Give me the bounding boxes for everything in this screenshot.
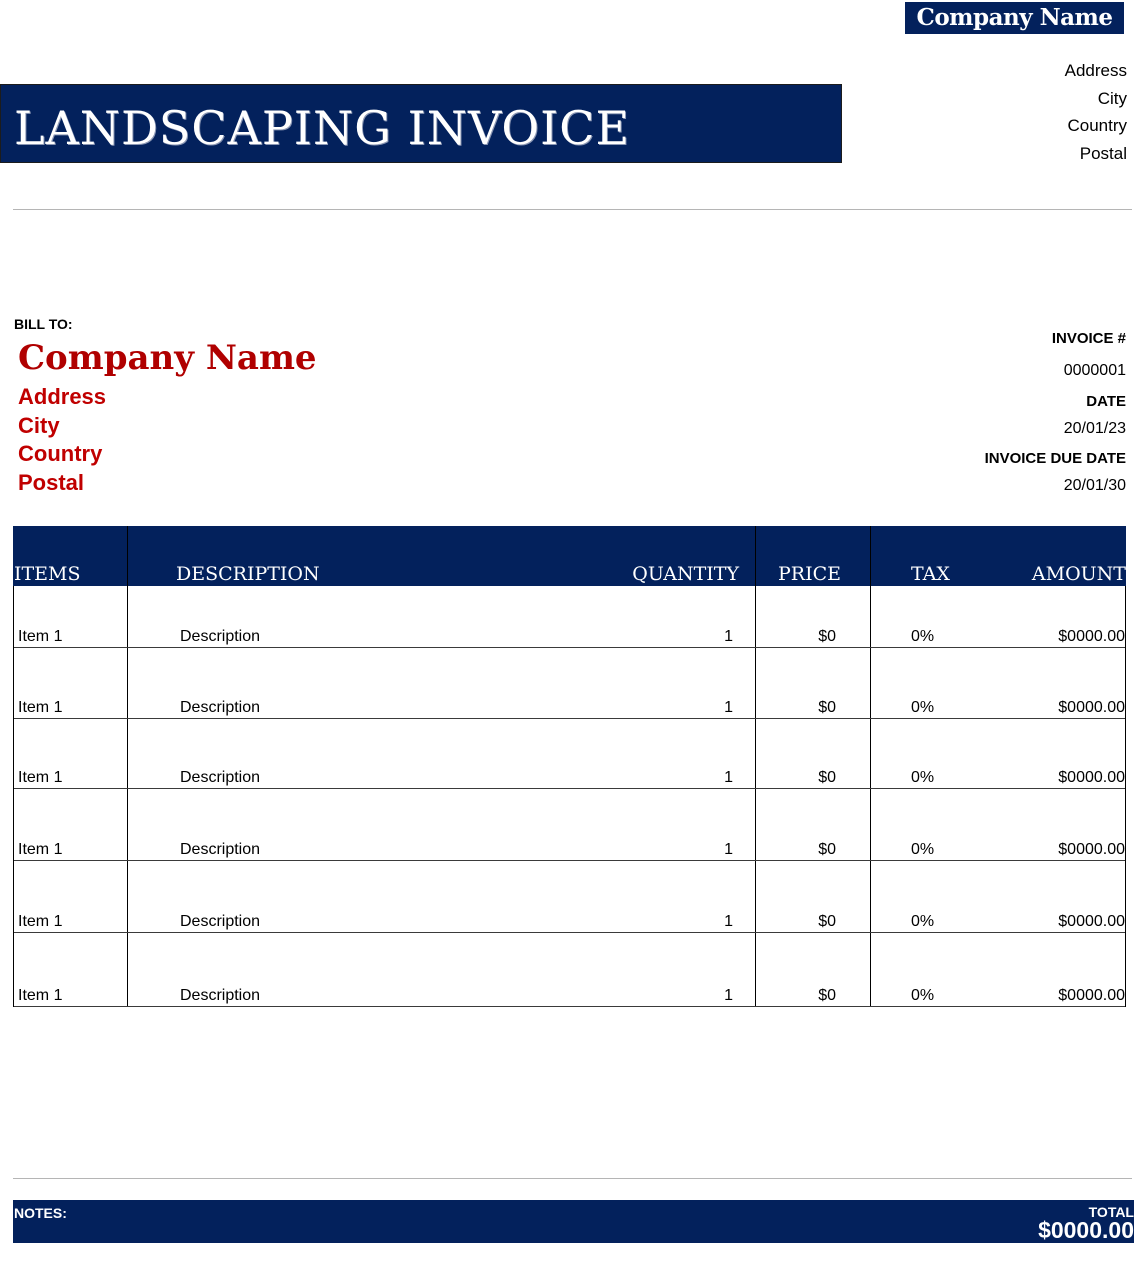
bill-to-country: Country — [18, 441, 103, 466]
cell-amount: $0000.00 — [1058, 769, 1125, 786]
invoice-number-label: INVOICE # — [1051, 330, 1126, 347]
header-divider — [13, 209, 1132, 210]
cell-quantity: 1 — [724, 769, 733, 786]
column-divider — [870, 789, 871, 860]
column-divider — [870, 719, 871, 788]
header-tax: TAX — [911, 563, 950, 585]
invoice-date-label: DATE — [1086, 393, 1126, 410]
footer-bar — [13, 1200, 1134, 1243]
column-divider — [127, 586, 128, 647]
table-header — [13, 526, 1126, 586]
notes-label: NOTES: — [14, 1205, 67, 1221]
bill-to-city: City — [18, 413, 60, 438]
cell-description: Description — [180, 841, 261, 858]
cell-description: Description — [180, 628, 261, 645]
cell-tax: 0% — [911, 841, 935, 858]
cell-price: $0 — [818, 699, 836, 716]
column-divider — [755, 719, 756, 788]
cell-amount: $0000.00 — [1058, 699, 1125, 716]
total-value: $0000.00 — [1038, 1217, 1134, 1243]
cell-price: $0 — [818, 913, 836, 930]
sender-address: Address — [1064, 61, 1127, 80]
cell-amount: $0000.00 — [1058, 841, 1125, 858]
column-divider — [755, 789, 756, 860]
table-row — [13, 648, 1126, 719]
cell-quantity: 1 — [724, 913, 733, 930]
cell-amount: $0000.00 — [1058, 913, 1125, 930]
header-description: DESCRIPTION — [176, 563, 320, 585]
header-divider-line — [755, 526, 756, 586]
cell-tax: 0% — [911, 987, 935, 1004]
invoice-number: 0000001 — [1063, 362, 1126, 379]
column-divider — [127, 648, 128, 718]
cell-description: Description — [180, 913, 261, 930]
cell-price: $0 — [818, 987, 836, 1004]
sender-city: City — [1097, 88, 1127, 108]
column-divider — [127, 789, 128, 860]
column-divider — [870, 933, 871, 1006]
header-price: PRICE — [778, 563, 842, 585]
sender-postal: Postal — [1079, 143, 1127, 163]
sender-country: Country — [1067, 116, 1127, 135]
table-border-right — [1125, 586, 1126, 1007]
header-amount: AMOUNT — [1031, 563, 1126, 585]
column-divider — [870, 861, 871, 932]
bill-to-address: Address — [18, 384, 107, 409]
cell-price: $0 — [818, 628, 836, 645]
footer-divider — [13, 1178, 1132, 1179]
table-row — [13, 933, 1126, 1007]
cell-item: Item 1 — [18, 769, 63, 786]
bill-to-company-name: Company Name — [18, 338, 317, 378]
table-row — [13, 719, 1126, 789]
invoice-due-date: 20/01/30 — [1063, 477, 1126, 494]
column-divider — [127, 719, 128, 788]
table-body — [13, 586, 1126, 1007]
cell-price: $0 — [818, 769, 836, 786]
header-divider-line — [127, 526, 128, 586]
column-divider — [870, 648, 871, 718]
header-items: ITEMS — [14, 563, 81, 585]
invoice-date: 20/01/23 — [1063, 420, 1126, 437]
cell-item: Item 1 — [18, 841, 63, 858]
header-divider-line — [870, 526, 871, 586]
column-divider — [127, 933, 128, 1006]
column-divider — [127, 861, 128, 932]
table-row — [13, 861, 1126, 933]
header-company-name: Company Name — [905, 2, 1124, 34]
invoice-title: LANDSCAPING INVOICE — [14, 101, 631, 155]
cell-tax: 0% — [911, 769, 935, 786]
cell-tax: 0% — [911, 699, 935, 716]
column-divider — [755, 861, 756, 932]
table-border-left — [13, 586, 14, 1007]
cell-tax: 0% — [911, 628, 935, 645]
cell-quantity: 1 — [724, 699, 733, 716]
cell-price: $0 — [818, 841, 836, 858]
sender-address-block — [927, 57, 1127, 167]
cell-quantity: 1 — [724, 628, 733, 645]
cell-item: Item 1 — [18, 987, 63, 1004]
column-divider — [755, 933, 756, 1006]
table-row — [13, 789, 1126, 861]
column-divider — [755, 648, 756, 718]
column-divider — [755, 586, 756, 647]
invoice-due-date-label: INVOICE DUE DATE — [984, 450, 1126, 467]
bill-to-postal: Postal — [18, 470, 85, 495]
items-table — [13, 526, 1126, 1007]
column-divider — [870, 586, 871, 647]
cell-description: Description — [180, 987, 261, 1004]
cell-item: Item 1 — [18, 628, 63, 645]
cell-tax: 0% — [911, 913, 935, 930]
cell-description: Description — [180, 699, 261, 716]
cell-quantity: 1 — [724, 987, 733, 1004]
title-banner — [0, 84, 842, 163]
cell-amount: $0000.00 — [1058, 628, 1125, 645]
cell-amount: $0000.00 — [1058, 987, 1125, 1004]
cell-item: Item 1 — [18, 913, 63, 930]
header-quantity: QUANTITY — [632, 563, 739, 585]
cell-item: Item 1 — [18, 699, 63, 716]
cell-description: Description — [180, 769, 261, 786]
table-row — [13, 586, 1126, 648]
bill-to-label: BILL TO: — [14, 316, 73, 332]
cell-quantity: 1 — [724, 841, 733, 858]
total-label: TOTAL — [1088, 1204, 1134, 1220]
